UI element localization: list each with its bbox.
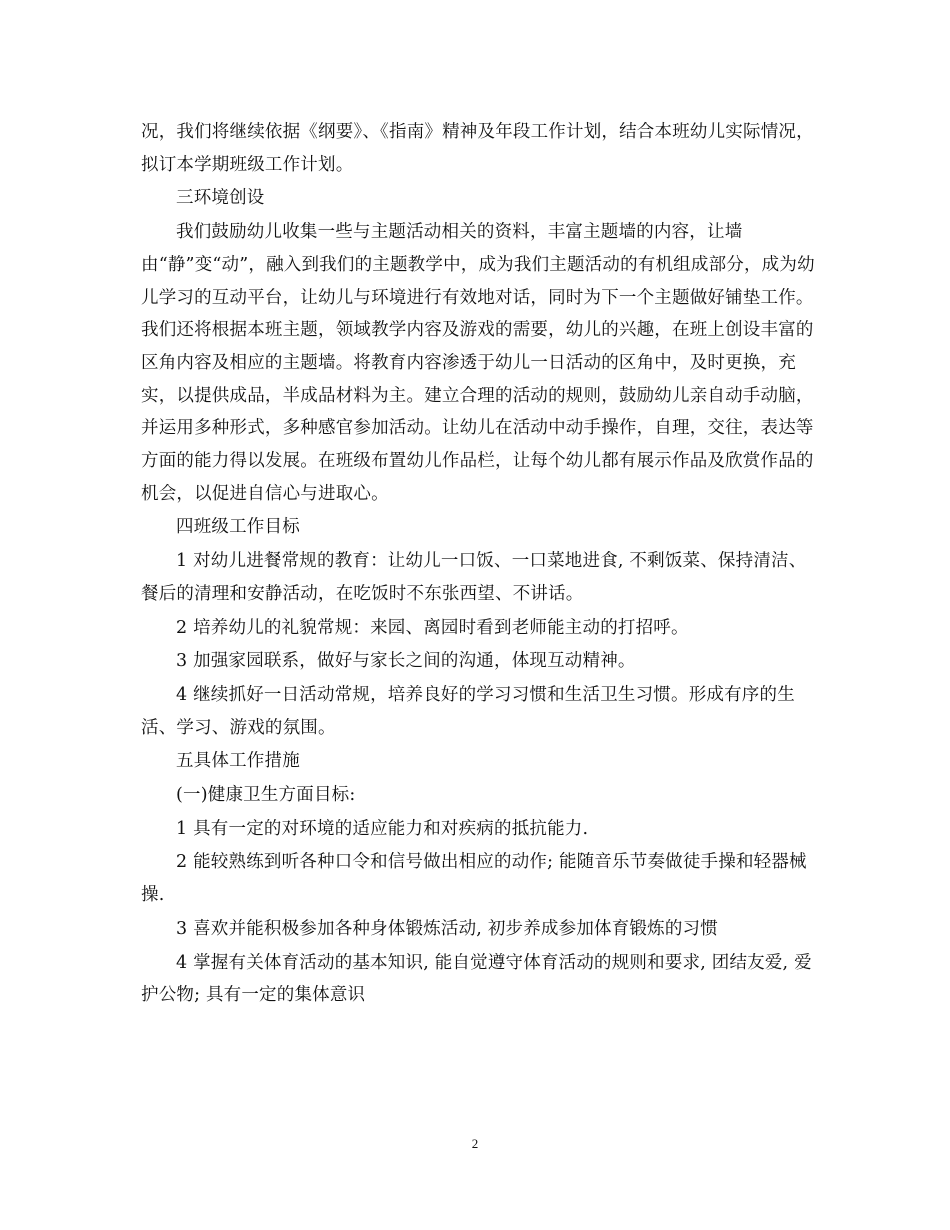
goal-item-1: 1 对幼儿进餐常规的教育：让幼儿一口饭、一口菜地进食, 不剩饭菜、保持清洁、餐后的清理和安静活动，在吃饭时不东张西望、不讲话。: [141, 551, 807, 604]
goal-item-2: 2 培养幼儿的礼貌常规：来园、离园时看到老师能主动的打招呼。: [176, 617, 689, 638]
page-number: 2: [471, 1136, 479, 1151]
heading-class-goals: 四班级工作目标: [176, 517, 300, 538]
document-body: [141, 116, 821, 1012]
health-item-2: 2 能较熟练到听各种口令和信号做出相应的动作; 能随音乐节奏做徒手操和轻器械操.: [141, 852, 807, 906]
paragraph-intro: 况，我们将继续依据《纲要》、《指南》精神及年段工作计划，结合本班幼儿实际情况，拟订本学期班级工作计划。: [141, 122, 814, 175]
heading-measures: 五具体工作措施: [176, 751, 300, 772]
health-item-3: 3 喜欢并能积极参加各种身体锻炼活动, 初步养成参加体育锻炼的习惯: [176, 918, 718, 939]
heading-environment: 三环境创设: [176, 188, 265, 209]
health-item-4: 4 掌握有关体育活动的基本知识, 能自觉遵守体育活动的规则和要求, 团结友爱, 爱护公物; 具有一定的集体意识: [141, 952, 812, 1006]
subheading-health: (一)健康卫生方面目标:: [176, 785, 356, 806]
goal-item-3: 3 加强家园联系，做好与家长之间的沟通，体现互动精神。: [176, 651, 636, 672]
health-item-1: 1 具有一定的对环境的适应能力和对疾病的抵抗能力.: [176, 818, 589, 839]
goal-item-4: 4 继续抓好一日活动常规，培养良好的学习习惯和生活卫生习惯。形成有序的生活、学习、游戏的氛围。: [141, 684, 795, 738]
paragraph-environment: 我们鼓励幼儿收集一些与主题活动相关的资料，丰富主题墙的内容，让墙由“静”变“动”，融入到我们的主题教学中，成为我们主题活动的有机组成部分，成为幼儿学习的互动平台，让幼儿与环境进行有效地对话，同时为下一个主题做好铺垫工作。我们还将根据本班主题，领域教学内容及游戏的需要，幼儿的兴趣，在班上创设丰富的区角内容及相应的主题墙。将教育内容渗透于幼儿一日活动的区角中，及时更换，充实，以提供成品，半成品材料为主。建立合理的活动的规则，鼓励幼儿亲自动手动脑，并运用多种形式，多种感官参加活动。让幼儿在活动中动手操作，自理，交往，表达等方面的能力得以发展。在班级布置幼儿作品栏，让每个幼儿都有展示作品及欣赏作品的机会，以促进自信心与进取心。: [141, 222, 815, 504]
